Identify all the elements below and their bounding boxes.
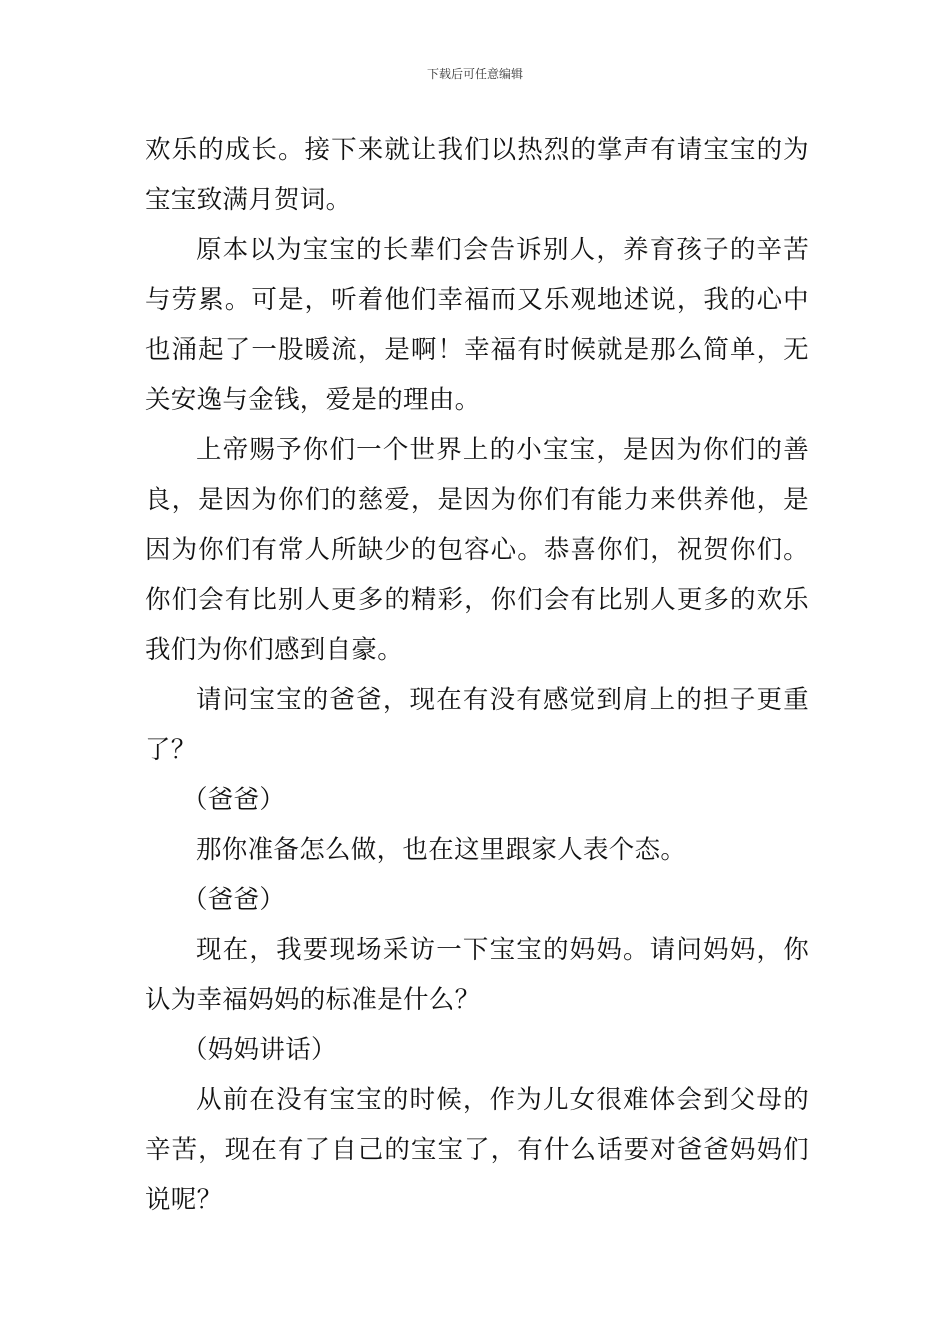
page-header: 下载后可任意编辑 — [426, 67, 523, 81]
document-body — [145, 125, 809, 1225]
paragraph-question-mother: 现在，我要现场采访一下宝宝的妈妈。请问妈妈，你认为幸福妈妈的标准是什么？ — [145, 935, 809, 1015]
paragraph-father-statement: 那你准备怎么做，也在这里跟家人表个态。 — [196, 835, 687, 865]
stage-direction-mother: （妈妈讲话） — [182, 1035, 337, 1065]
paragraph-blessing: 上帝赐予你们一个世界上的小宝宝，是因为你们的善良，是因为你们的慈爱，是因为你们有能力来供养他，是因为你们有常人所缺少的包容心。恭喜你们，祝贺你们。你们会有比别人更多的精彩，你们会有比别人更多的欢乐我们为你们感到自豪。 — [145, 435, 809, 665]
paragraph-continuation: 欢乐的成长。接下来就让我们以热烈的掌声有请宝宝的为宝宝致满月贺词。 — [145, 135, 809, 215]
paragraph-question-parents: 从前在没有宝宝的时候，作为儿女很难体会到父母的辛苦，现在有了自己的宝宝了，有什么话要对爸爸妈妈们说呢？ — [145, 1085, 809, 1215]
stage-direction-father-1: （爸爸） — [182, 785, 286, 815]
paragraph-elders: 原本以为宝宝的长辈们会告诉别人，养育孩子的辛苦与劳累。可是，听着他们幸福而又乐观地述说，我的心中也涌起了一股暖流，是啊！幸福有时候就是那么简单，无关安逸与金钱，爱是的理由。 — [145, 235, 809, 415]
paragraph-question-father: 请问宝宝的爸爸，现在有没有感觉到肩上的担子更重了？ — [145, 685, 809, 765]
stage-direction-father-2: （爸爸） — [182, 885, 286, 915]
